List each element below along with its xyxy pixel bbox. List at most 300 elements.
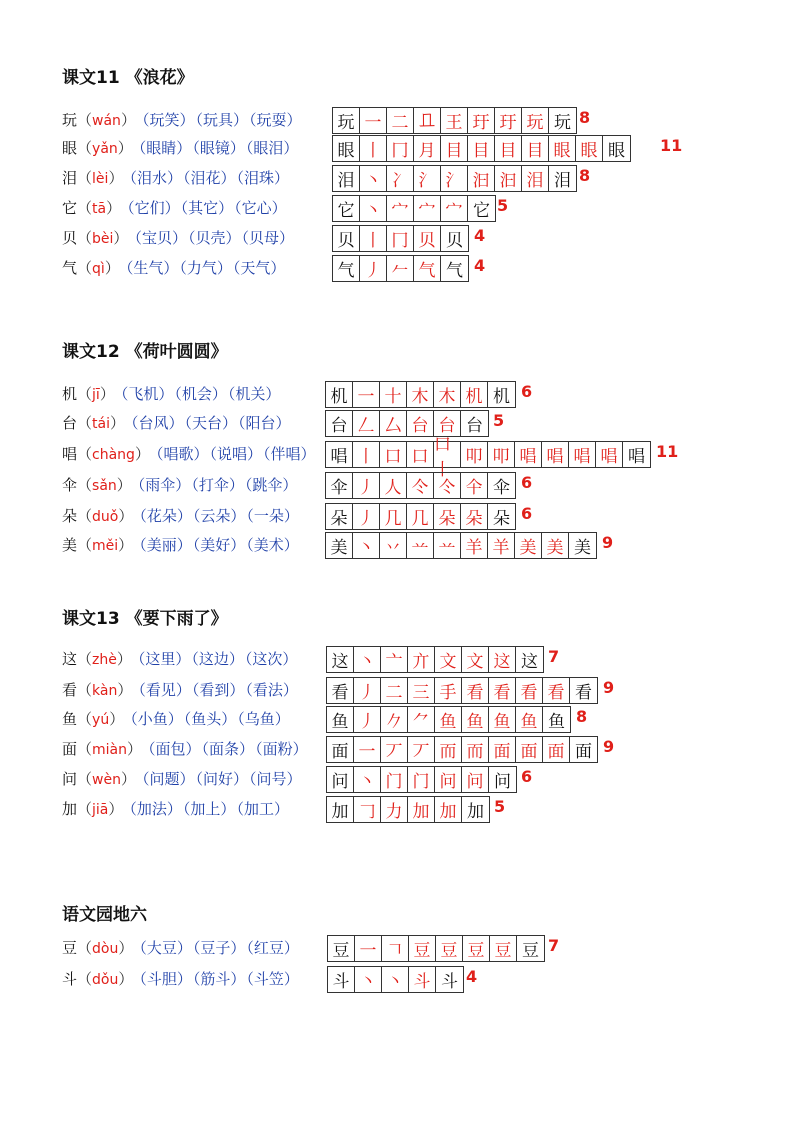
hanzi: 朵	[62, 507, 78, 525]
word: （鱼头）	[183, 710, 237, 728]
pinyin: tái	[92, 416, 110, 432]
stroke-cell-step: 眼	[608, 141, 625, 161]
word: （泪珠）	[236, 169, 289, 187]
word: （唱歌）	[155, 445, 209, 463]
stroke-cell-char: 问	[327, 767, 354, 792]
stroke-cell-step: 三	[408, 678, 435, 703]
word: （说唱）	[209, 445, 262, 463]
pinyin: sǎn	[92, 478, 117, 494]
char-row: 玩（wán） （玩笑）（玩具）（玩耍） 玩 一 二 𠀃 王 玗 玗 玩 玩 8	[62, 108, 591, 133]
stroke-cell-step: 门	[408, 767, 435, 792]
pinyin: yǎn	[92, 141, 118, 157]
hanzi: 面	[62, 740, 78, 758]
section-title-3: 课文13 《要下雨了》	[62, 609, 228, 629]
stroke-cell-step: 伞	[493, 478, 510, 498]
stroke-cell-step: 氵	[414, 166, 441, 191]
word: （台风）	[131, 414, 184, 432]
word: （眼镜）	[192, 139, 245, 157]
stroke-cell-step: 鱼	[489, 707, 516, 732]
word: （玩笑）	[141, 111, 195, 129]
word: （雨伞）	[137, 476, 191, 494]
stroke-count: 11	[656, 442, 679, 461]
word: （美丽）	[139, 536, 192, 554]
word: （贝母）	[241, 229, 294, 247]
hanzi: 眼	[62, 139, 78, 157]
stroke-cell-step: 力	[381, 797, 408, 822]
stroke-count: 9	[603, 678, 615, 697]
stroke-cell-step: 一	[355, 936, 382, 961]
hanzi: 台	[62, 414, 78, 432]
char-row: 美（měi） （美丽）（美好）（美术） 美 丶 丷 䒑 䒑 羊 羊 美 美 美 9	[62, 533, 614, 558]
stroke-cell-step: 冂	[387, 136, 414, 161]
stroke-cell-char: 眼	[333, 136, 360, 161]
pinyin: miàn	[92, 742, 128, 758]
hanzi: 唱	[62, 445, 78, 463]
stroke-cell-step: 贝	[414, 226, 441, 251]
word: （贝壳）	[187, 229, 241, 247]
stroke-cell-char: 贝	[333, 226, 360, 251]
char-row: 问（wèn） （问题）（问好）（问号） 问 丶 门 门 问 问 问 6	[62, 767, 533, 792]
char-row: 斗（dǒu） （斗胆）（筋斗）（斗笠） 斗 丶 丶 斗 斗 4	[62, 967, 478, 992]
stroke-count: 7	[548, 936, 560, 955]
stroke-cell-step: 丆	[408, 737, 435, 762]
char-row: 唱（chàng） （唱歌）（说唱）（伴唱） 唱 丨 口 口 口丨 叩 叩 唱 唱 唱 唱 唱 11	[62, 434, 679, 480]
stroke-order-grid	[332, 195, 496, 222]
section-title-1: 课文11 《浪花》	[62, 68, 194, 88]
stroke-cell-step: 朵	[461, 504, 488, 529]
stroke-cell-step: 目	[522, 136, 549, 161]
stroke-cell-step: 斗	[409, 967, 436, 992]
pinyin: wèn	[92, 772, 121, 788]
stroke-cell-step: 问	[435, 767, 462, 792]
stroke-cell-char: 唱	[326, 442, 353, 467]
stroke-cell-step: 玩	[522, 108, 549, 133]
char-row: 豆（dòu） （大豆）（豆子）（红豆） 豆 一 𠃍 豆 豆 豆 豆 豆 7	[62, 936, 560, 961]
word: （斗笠）	[246, 970, 299, 988]
stroke-order-grid	[326, 646, 544, 673]
stroke-cell-step: 豆	[490, 936, 517, 961]
word: （打伞）	[191, 476, 244, 494]
stroke-count: 5	[493, 411, 505, 430]
char-row: 伞（sǎn） （雨伞）（打伞）（跳伞） 伞 丿 人 仒 仒 仐 伞 6	[62, 473, 533, 498]
stroke-cell-step: 丶	[355, 967, 382, 992]
hanzi: 看	[62, 681, 78, 699]
char-row: 台（tái） （台风）（天台）（阳台） 台 𠃋 厶 台 台 台 5	[62, 411, 505, 436]
word: （它们）	[127, 199, 180, 217]
hanzi: 泪	[62, 169, 78, 187]
stroke-cell-step: 宀	[441, 196, 468, 221]
stroke-cell-step: 𠂉	[387, 256, 414, 281]
hanzi: 气	[62, 259, 78, 277]
hanzi: 加	[62, 800, 78, 818]
stroke-cell-step: 仒	[407, 473, 434, 498]
stroke-cell-step: 丶	[360, 166, 387, 191]
word: （加法）	[129, 800, 182, 818]
stroke-cell-step: 看	[489, 678, 516, 703]
word: （跳伞）	[244, 476, 298, 494]
word: （加工）	[236, 800, 289, 818]
stroke-cell-step: 玗	[468, 108, 495, 133]
stroke-order-grid	[332, 165, 577, 192]
pinyin: qì	[92, 261, 105, 277]
stroke-cell-step: 王	[441, 108, 468, 133]
word: （飞机）	[120, 385, 174, 403]
char-row: 贝（bèi） （宝贝）（贝壳）（贝母） 贝 丨 冂 贝 贝 4	[62, 226, 486, 251]
hanzi: 斗	[62, 970, 78, 988]
stroke-cell-step: 美	[515, 533, 542, 558]
pinyin: zhè	[92, 652, 117, 668]
word: （玩耍）	[248, 111, 302, 129]
word: （生气）	[125, 259, 179, 277]
pinyin: chàng	[92, 447, 135, 463]
pinyin: kàn	[92, 683, 118, 699]
word: （豆子）	[192, 939, 246, 957]
stroke-cell-step: 门	[381, 767, 408, 792]
word: （加上）	[182, 800, 236, 818]
section-title-2: 课文12 《荷叶圆圆》	[62, 342, 228, 362]
word: （面条）	[201, 740, 255, 758]
stroke-cell-step: 看	[516, 678, 543, 703]
pinyin: měi	[92, 538, 119, 554]
stroke-cell-step: 丶	[354, 767, 381, 792]
word: （眼泪）	[245, 139, 299, 157]
stroke-cell-step: 叩	[488, 442, 515, 467]
stroke-count: 11	[660, 136, 683, 155]
char-row: 它（tā） （它们）（其它）（它心） 它 丶 宀 宀 宀 它 5	[62, 196, 509, 221]
stroke-cell-step: 丷	[380, 533, 407, 558]
word: （其它）	[180, 199, 234, 217]
stroke-cell-step: 丆	[381, 737, 408, 762]
stroke-cell-step: 木	[434, 382, 461, 407]
hanzi: 豆	[62, 939, 78, 957]
stroke-cell-step: 二	[381, 678, 408, 703]
stroke-cell-step: 丿	[354, 678, 381, 703]
stroke-cell-step: 文	[462, 647, 489, 672]
section-title-4: 语文园地六	[62, 905, 147, 925]
stroke-cell-step: 气	[446, 261, 463, 281]
stroke-cell-step: 目	[495, 136, 522, 161]
word: （这里）	[137, 650, 191, 668]
stroke-cell-step: 口	[407, 442, 434, 467]
hanzi: 贝	[62, 229, 78, 247]
word: （筋斗）	[192, 970, 246, 988]
stroke-count: 6	[521, 382, 533, 401]
stroke-cell-step: 冫	[387, 166, 414, 191]
stroke-count: 4	[474, 256, 486, 275]
stroke-cell-step: 几	[407, 504, 434, 529]
stroke-cell-step: 丿	[353, 473, 380, 498]
stroke-cell-step: 文	[435, 647, 462, 672]
stroke-cell-step: 冂	[387, 226, 414, 251]
stroke-cell-step: 羊	[488, 533, 515, 558]
stroke-cell-step: 丶	[360, 196, 387, 221]
stroke-cell-char: 气	[333, 256, 360, 281]
hanzi: 问	[62, 770, 78, 788]
pinyin: dǒu	[92, 972, 119, 988]
word: （天台）	[184, 414, 238, 432]
char-row: 面（miàn） （面包）（面条）（面粉） 面 一 丆 丆 而 而 面 面 面 面 9	[62, 737, 615, 762]
word: （大豆）	[139, 939, 192, 957]
stroke-cell-step: 面	[575, 742, 592, 762]
stroke-cell-step: 气	[414, 256, 441, 281]
stroke-cell-step: 泪	[522, 166, 549, 191]
hanzi: 它	[62, 199, 78, 217]
stroke-count: 9	[602, 533, 614, 552]
word: （一朵）	[246, 507, 299, 525]
stroke-count: 6	[521, 473, 533, 492]
pinyin: wán	[92, 113, 121, 129]
word: （看法）	[245, 681, 298, 699]
stroke-cell-char: 鱼	[327, 707, 354, 732]
stroke-order-grid	[332, 107, 577, 134]
word: （玩具）	[195, 111, 248, 129]
stroke-cell-char: 美	[326, 533, 353, 558]
word: （机关）	[227, 385, 281, 403]
hanzi: 美	[62, 536, 78, 554]
stroke-cell-char: 斗	[328, 967, 355, 992]
hanzi: 伞	[62, 476, 78, 494]
stroke-cell-step: 玩	[554, 113, 571, 133]
stroke-cell-char: 看	[327, 678, 354, 703]
stroke-cell-step: 亠	[381, 647, 408, 672]
stroke-cell-step: 唱	[515, 442, 542, 467]
stroke-order-grid	[326, 796, 490, 823]
stroke-cell-step: 豆	[409, 936, 436, 961]
stroke-cell-char: 加	[327, 797, 354, 822]
stroke-cell-step: 丿	[360, 256, 387, 281]
stroke-cell-step: 丨	[353, 442, 380, 467]
word: （红豆）	[246, 939, 299, 957]
stroke-cell-step: 𠃍	[382, 936, 409, 961]
stroke-cell-step: 丨	[360, 226, 387, 251]
stroke-count: 4	[474, 226, 486, 245]
stroke-cell-step: 问	[494, 772, 511, 792]
stroke-count: 6	[521, 767, 533, 786]
stroke-cell-step: 唱	[542, 442, 569, 467]
stroke-cell-step: 美	[542, 533, 569, 558]
word: （这次）	[244, 650, 298, 668]
stroke-cell-step: 面	[516, 737, 543, 762]
hanzi: 这	[62, 650, 78, 668]
stroke-cell-step: 机	[461, 382, 488, 407]
stroke-cell-step: 叩	[461, 442, 488, 467]
stroke-count: 6	[521, 504, 533, 523]
word: （泪花）	[182, 169, 236, 187]
word: （乌鱼）	[237, 710, 290, 728]
stroke-count: 7	[548, 647, 560, 666]
stroke-cell-step: ⺈	[408, 707, 435, 732]
stroke-cell-step: 丨	[360, 136, 387, 161]
stroke-count: 8	[579, 108, 591, 127]
word: （面包）	[148, 740, 201, 758]
hanzi: 鱼	[62, 710, 78, 728]
stroke-cell-step: 加	[435, 797, 462, 822]
stroke-cell-char: 面	[327, 737, 354, 762]
stroke-order-grid	[332, 255, 469, 282]
stroke-cell-step: 丿	[353, 504, 380, 529]
stroke-cell-step: 𠃌	[354, 797, 381, 822]
stroke-cell-step: 鱼	[435, 707, 462, 732]
word: （泪水）	[129, 169, 182, 187]
stroke-order-grid	[326, 766, 517, 793]
stroke-cell-step: 加	[467, 802, 484, 822]
stroke-order-grid	[326, 677, 598, 704]
stroke-cell-step: 问	[462, 767, 489, 792]
stroke-order-grid	[327, 966, 464, 993]
word: （面粉）	[255, 740, 308, 758]
stroke-cell-step: 手	[435, 678, 462, 703]
stroke-cell-char: 台	[326, 411, 353, 436]
pinyin: lèi	[92, 171, 109, 187]
stroke-cell-step: 鱼	[516, 707, 543, 732]
stroke-cell-step: 台	[407, 411, 434, 436]
stroke-cell-step: 䒑	[407, 533, 434, 558]
stroke-cell-step: 看	[575, 683, 592, 703]
word: （阳台）	[238, 414, 291, 432]
stroke-cell-step: 玗	[495, 108, 522, 133]
stroke-cell-step: 一	[354, 737, 381, 762]
word: （云朵）	[192, 507, 246, 525]
stroke-cell-step: 而	[435, 737, 462, 762]
stroke-cell-step: 豆	[522, 941, 539, 961]
stroke-cell-step: 月	[414, 136, 441, 161]
stroke-count: 9	[603, 737, 615, 756]
stroke-count: 5	[494, 797, 506, 816]
word: （花朵）	[139, 507, 192, 525]
stroke-cell-step: 机	[493, 387, 510, 407]
stroke-cell-step: 朵	[493, 509, 510, 529]
stroke-cell-step: 几	[380, 504, 407, 529]
stroke-cell-step: 亣	[408, 647, 435, 672]
pinyin: duǒ	[92, 509, 119, 525]
word: （看到）	[191, 681, 245, 699]
stroke-order-grid	[332, 135, 631, 162]
stroke-cell-char: 朵	[326, 504, 353, 529]
stroke-cell-step: 这	[489, 647, 516, 672]
stroke-cell-char: 它	[333, 196, 360, 221]
stroke-cell-step: 十	[380, 382, 407, 407]
char-row: 鱼（yú） （小鱼）（鱼头）（乌鱼） 鱼 丿 𠂊 ⺈ 鱼 鱼 鱼 鱼 鱼 8	[62, 707, 588, 732]
stroke-cell-step: 氵	[441, 166, 468, 191]
pinyin: dòu	[92, 941, 119, 957]
stroke-order-grid	[325, 472, 516, 499]
stroke-cell-step: 这	[521, 652, 538, 672]
word: （小鱼）	[130, 710, 183, 728]
stroke-cell-step: 唱	[569, 442, 596, 467]
stroke-order-grid	[326, 736, 598, 763]
char-row: 这（zhè） （这里）（这边）（这次） 这 丶 亠 亣 文 文 这 这 7	[62, 647, 560, 672]
stroke-cell-step: 面	[543, 737, 570, 762]
char-row: 眼（yǎn） （眼睛）（眼镜）（眼泪） 眼 丨 冂 月 目 目 目 目 眼 眼 眼 11	[62, 136, 683, 161]
stroke-cell-step: 眼	[549, 136, 576, 161]
stroke-cell-char: 伞	[326, 473, 353, 498]
word: （问题）	[141, 770, 195, 788]
stroke-cell-step: 贝	[446, 231, 463, 251]
stroke-cell-char: 玩	[333, 108, 360, 133]
stroke-cell-step: 它	[473, 201, 490, 221]
char-row: 机（jī） （飞机）（机会）（机关） 机 一 十 木 木 机 机 6	[62, 382, 533, 407]
stroke-cell-step: 羊	[461, 533, 488, 558]
char-row: 看（kàn） （看见）（看到）（看法） 看 丿 二 三 手 看 看 看 看 看 9	[62, 678, 615, 703]
stroke-cell-step: 宀	[414, 196, 441, 221]
stroke-cell-step: 目	[441, 136, 468, 161]
stroke-cell-step: 朵	[434, 504, 461, 529]
word: （宝贝）	[134, 229, 187, 247]
stroke-cell-char: 这	[327, 647, 354, 672]
stroke-cell-step: 唱	[596, 442, 623, 467]
stroke-cell-step: 眼	[576, 136, 603, 161]
stroke-order-grid	[327, 935, 545, 962]
pinyin: bèi	[92, 231, 114, 247]
stroke-cell-step: 口	[380, 442, 407, 467]
stroke-cell-step: 唱	[628, 447, 645, 467]
pinyin: jī	[92, 387, 100, 403]
stroke-cell-step: 宀	[387, 196, 414, 221]
pinyin: jiā	[92, 802, 109, 818]
stroke-cell-step: 𠀃	[414, 108, 441, 133]
stroke-cell-step: 豆	[436, 936, 463, 961]
char-row: 朵（duǒ） （花朵）（云朵）（一朵） 朵 丿 几 几 朵 朵 朵 6	[62, 504, 533, 529]
stroke-cell-step: 䒑	[434, 533, 461, 558]
stroke-count: 5	[497, 196, 509, 215]
stroke-order-grid	[325, 381, 516, 408]
stroke-order-grid	[325, 410, 489, 437]
stroke-count: 4	[466, 967, 478, 986]
stroke-cell-step: 汩	[495, 166, 522, 191]
stroke-cell-step: 鱼	[548, 712, 565, 732]
stroke-cell-step: 看	[462, 678, 489, 703]
stroke-cell-step: 丿	[354, 707, 381, 732]
stroke-cell-step: 丶	[382, 967, 409, 992]
stroke-order-grid	[326, 706, 571, 733]
stroke-cell-step: 一	[360, 108, 387, 133]
stroke-cell-step: 美	[574, 538, 591, 558]
stroke-cell-step: 目	[468, 136, 495, 161]
stroke-order-grid	[325, 503, 516, 530]
stroke-cell-step: 台	[434, 411, 461, 436]
char-row: 泪（lèi） （泪水）（泪花）（泪珠） 泪 丶 冫 氵 氵 汩 汩 泪 泪 8	[62, 166, 591, 191]
word: （问号）	[249, 770, 302, 788]
word: （伴唱）	[263, 445, 316, 463]
stroke-cell-step: 泪	[554, 171, 571, 191]
word: （力气）	[179, 259, 232, 277]
stroke-cell-char: 机	[326, 382, 353, 407]
stroke-cell-step: 二	[387, 108, 414, 133]
stroke-cell-step: 𠂊	[381, 707, 408, 732]
char-row: 气（qì） （生气）（力气）（天气） 气 丿 𠂉 气 气 4	[62, 256, 486, 281]
stroke-cell-step: 口丨	[434, 442, 461, 467]
word: （美好）	[192, 536, 246, 554]
stroke-cell-step: 面	[489, 737, 516, 762]
stroke-cell-step: 豆	[463, 936, 490, 961]
word: （看见）	[138, 681, 191, 699]
stroke-cell-char: 泪	[333, 166, 360, 191]
word: （眼睛）	[138, 139, 192, 157]
stroke-cell-step: 丶	[354, 647, 381, 672]
word: （美术）	[246, 536, 299, 554]
word: （问好）	[195, 770, 249, 788]
stroke-count: 8	[576, 707, 588, 726]
hanzi: 机	[62, 385, 78, 403]
word: （它心）	[234, 199, 287, 217]
word: （这边）	[191, 650, 244, 668]
stroke-cell-step: 汩	[468, 166, 495, 191]
stroke-cell-step: 鱼	[462, 707, 489, 732]
word: （斗胆）	[139, 970, 192, 988]
pinyin: tā	[92, 201, 107, 217]
stroke-order-grid	[325, 532, 597, 559]
stroke-cell-step: 木	[407, 382, 434, 407]
